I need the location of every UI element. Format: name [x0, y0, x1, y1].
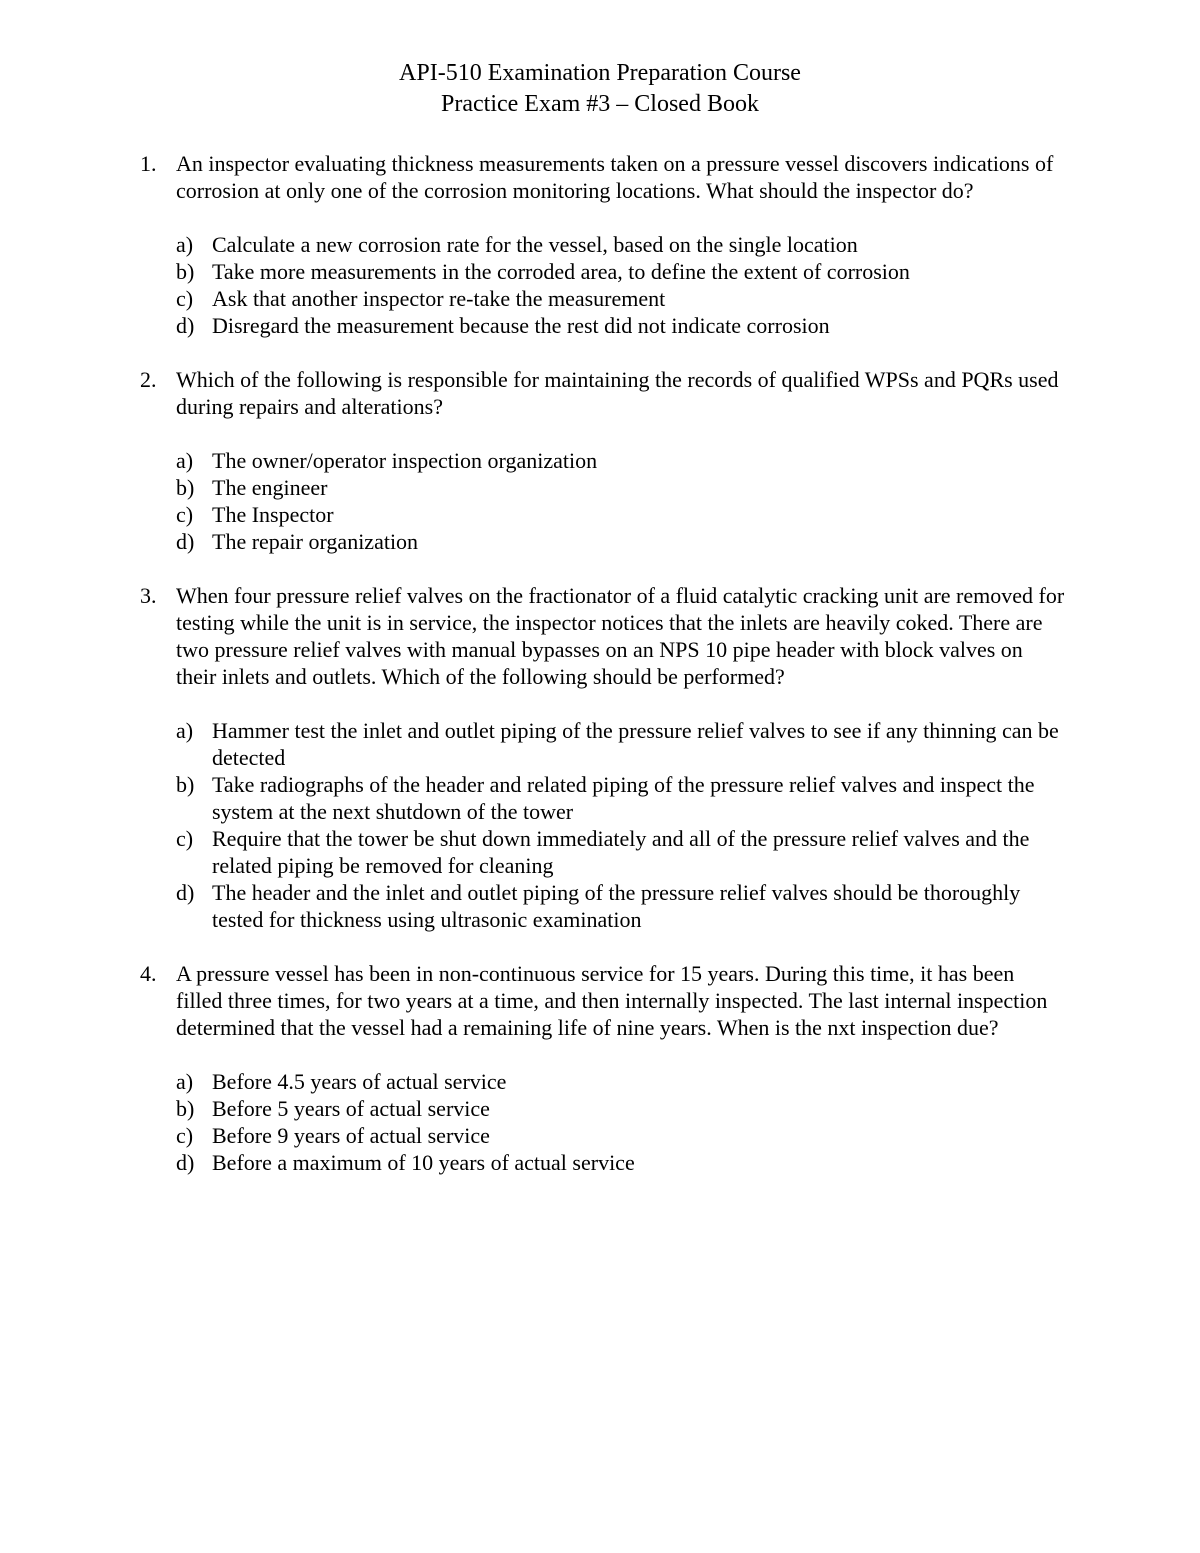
question-text: Which of the following is responsible for maintaining the records of qualified WPSs and PQRs used during repairs and alterations?	[176, 367, 1059, 419]
option-text: Before 4.5 years of actual service	[212, 1069, 507, 1094]
answer-option	[176, 1149, 1065, 1176]
answer-option	[176, 312, 1065, 339]
question-text: An inspector evaluating thickness measurements taken on a pressure vessel discovers indications of corrosion at only one of the corrosion monitoring locations. What should the inspector do?	[176, 151, 1054, 203]
answer-option	[176, 1122, 1065, 1149]
option-text: Hammer test the inlet and outlet piping of the pressure relief valves to see if any thinning can be detected	[212, 718, 1059, 770]
answer-option	[176, 258, 1065, 285]
answer-options	[176, 447, 1065, 555]
option-text: Before a maximum of 10 years of actual service	[212, 1150, 635, 1175]
option-letter: c)	[176, 1123, 194, 1148]
option-text: The engineer	[212, 475, 328, 500]
option-letter: c)	[176, 286, 194, 311]
answer-option	[176, 879, 1065, 933]
answer-option	[176, 771, 1065, 825]
answer-option	[176, 1095, 1065, 1122]
answer-options	[176, 1068, 1065, 1176]
question-text: A pressure vessel has been in non-continuous service for 15 years. During this time, it has been filled three times, for two years at a time, and then internally inspected. The last internal inspection determined that the vessel had a remaining life of nine years. When is the nxt inspection due?	[176, 961, 1048, 1040]
answer-option	[176, 717, 1065, 771]
option-text: Before 9 years of actual service	[212, 1123, 490, 1148]
option-letter: a)	[176, 232, 194, 257]
option-text: The repair organization	[212, 529, 419, 554]
option-letter: c)	[176, 826, 194, 851]
option-text: The header and the inlet and outlet piping of the pressure relief valves should be thoroughly tested for thickness using ultrasonic examination	[212, 880, 1021, 932]
question-1	[140, 150, 1065, 339]
answer-options	[176, 717, 1065, 933]
option-text: The Inspector	[212, 502, 334, 527]
option-letter: b)	[176, 259, 195, 284]
document-header	[0, 58, 1200, 120]
question-number: 1.	[140, 151, 157, 176]
question-text: When four pressure relief valves on the fractionator of a fluid catalytic cracking unit are removed for testing while the unit is in service, the inspector notices that the inlets are heavily coked. There are two pressure relief valves with manual bypasses on an NPS 10 pipe header with block valves on their inlets and outlets. Which of the following should be performed?	[176, 583, 1065, 689]
option-letter: b)	[176, 772, 195, 797]
option-text: Ask that another inspector re-take the measurement	[212, 286, 666, 311]
question-4	[140, 960, 1065, 1176]
option-text: Take radiographs of the header and related piping of the pressure relief valves and inspect the system at the next shutdown of the tower	[212, 772, 1035, 824]
option-text: Before 5 years of actual service	[212, 1096, 490, 1121]
document-title: API-510 Examination Preparation Course	[399, 60, 801, 86]
option-letter: d)	[176, 1150, 195, 1175]
option-letter: a)	[176, 448, 194, 473]
question-list	[140, 150, 1065, 1203]
option-letter: d)	[176, 529, 195, 554]
option-text: Disregard the measurement because the rest did not indicate corrosion	[212, 313, 830, 338]
answer-option	[176, 528, 1065, 555]
question-number: 2.	[140, 367, 157, 392]
option-text: Require that the tower be shut down immediately and all of the pressure relief valves and the related piping be removed for cleaning	[212, 826, 1030, 878]
question-3	[140, 582, 1065, 933]
answer-option	[176, 825, 1065, 879]
option-letter: a)	[176, 1069, 194, 1094]
answer-option	[176, 1068, 1065, 1095]
answer-option	[176, 285, 1065, 312]
option-letter: d)	[176, 313, 195, 338]
option-letter: a)	[176, 718, 194, 743]
option-text: Take more measurements in the corroded area, to define the extent of corrosion	[212, 259, 910, 284]
answer-option	[176, 474, 1065, 501]
option-letter: c)	[176, 502, 194, 527]
question-number: 3.	[140, 583, 157, 608]
answer-option	[176, 231, 1065, 258]
question-number: 4.	[140, 961, 157, 986]
option-letter: b)	[176, 475, 195, 500]
question-2	[140, 366, 1065, 555]
answer-options	[176, 231, 1065, 339]
answer-option	[176, 501, 1065, 528]
document-subtitle: Practice Exam #3 – Closed Book	[441, 91, 759, 117]
answer-option	[176, 447, 1065, 474]
option-text: The owner/operator inspection organization	[212, 448, 598, 473]
option-letter: d)	[176, 880, 195, 905]
option-letter: b)	[176, 1096, 195, 1121]
option-text: Calculate a new corrosion rate for the vessel, based on the single location	[212, 232, 858, 257]
